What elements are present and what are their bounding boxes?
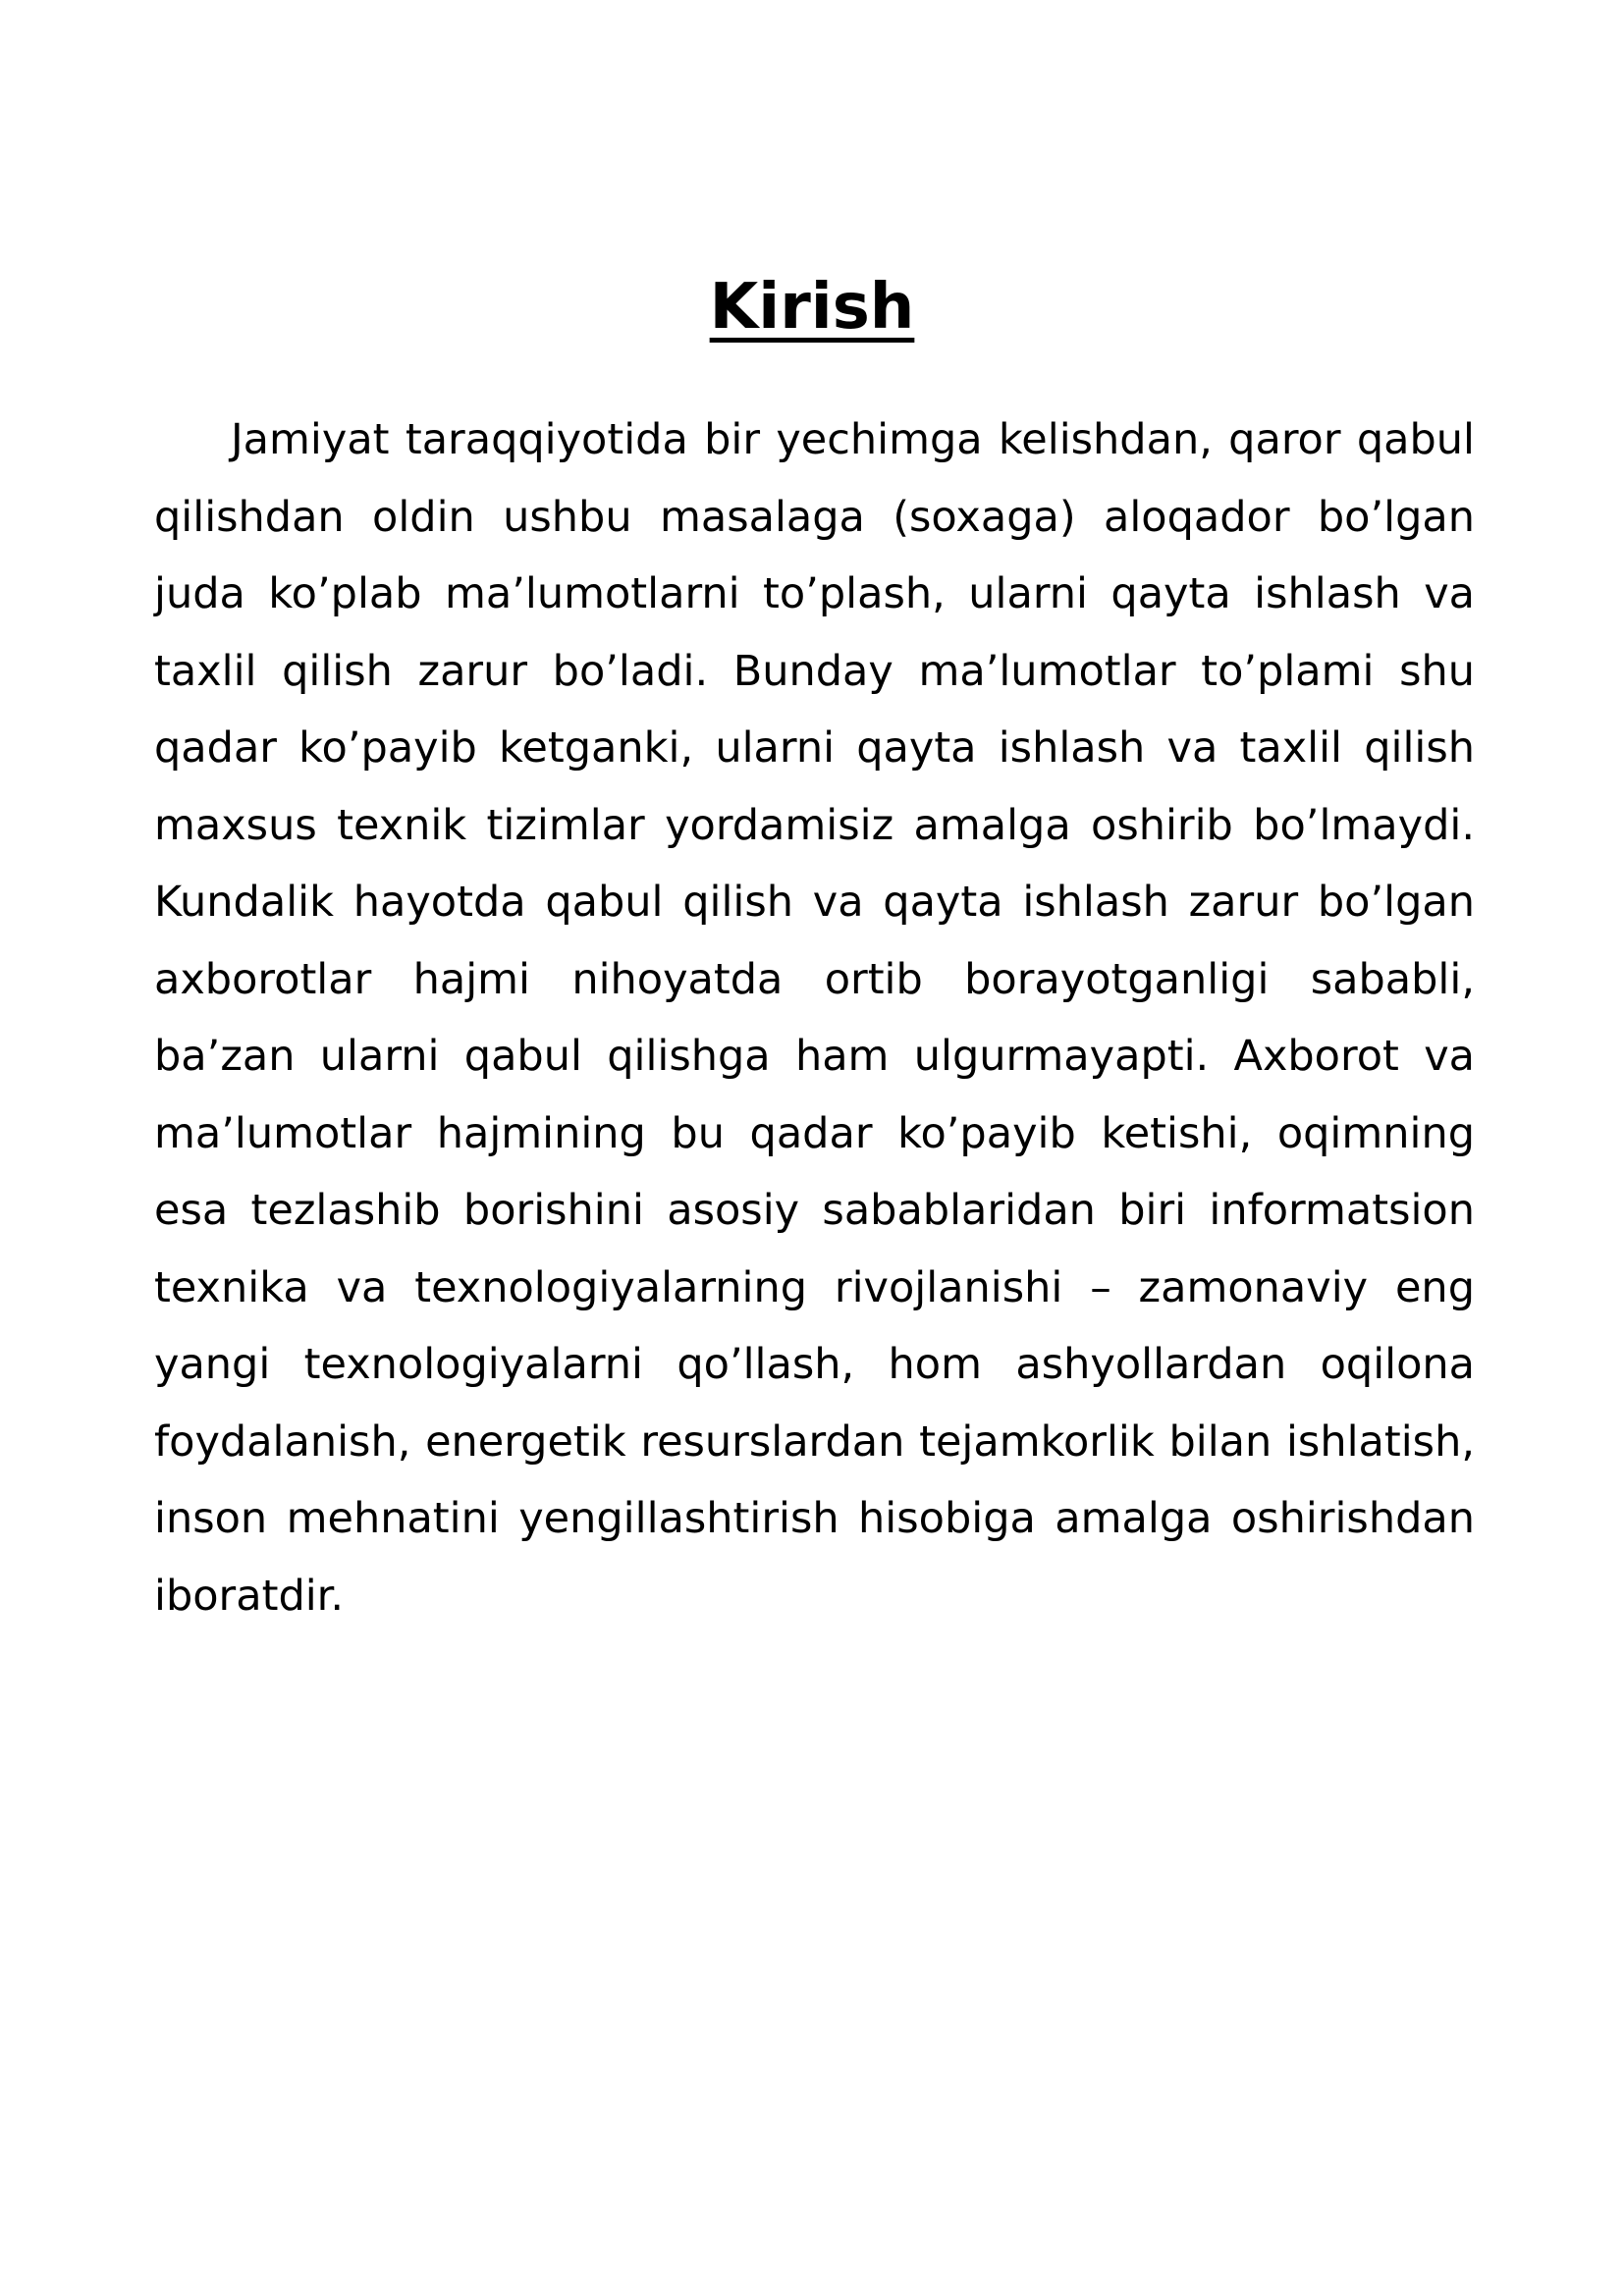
page-title — [0, 263, 1624, 351]
body-paragraph: Jamiyat taraqqiyotida bir yechimga kelishdan, qaror qabul qilishdan oldin ushbu masalaga (soxaga) aloqador bo’lgan juda ko’plab ma’lumotlarni to’plash, ularni qayta ishlash va taxlil qilish zarur bo’ladi. Bunday ma’lumotlar to’plami shu qadar ko’payib ketganki, ularni qayta ishlash va taxlil qilish maxsus texnik tizimlar yordamisiz amalga oshirib bo’lmaydi. Kundalik hayotda qabul qilish va qayta ishlash zarur bo’lgan axborotlar hajmi nihoyatda ortib borayotganligi sababli, ba’zan ularni qabul qilishga ham ulgurmayapti. Axborot va ma’lumotlar hajmining bu qadar ko’payib ketishi, oqimning esa tezlashib borishini asosiy sabablaridan biri informatsion texnika va texnologiyalarning rivojlanishi – zamonaviy eng yangi texnologiyalarni qo’llash, hom ashyollardan oqilona foydalanish, energetik resurslardan tejamkorlik bilan ishlatish, inson mehnatini yengillashtirish hisobiga amalga oshirishdan iboratdir. — [154, 415, 1475, 1621]
page-title-text: Kirish — [709, 271, 915, 344]
